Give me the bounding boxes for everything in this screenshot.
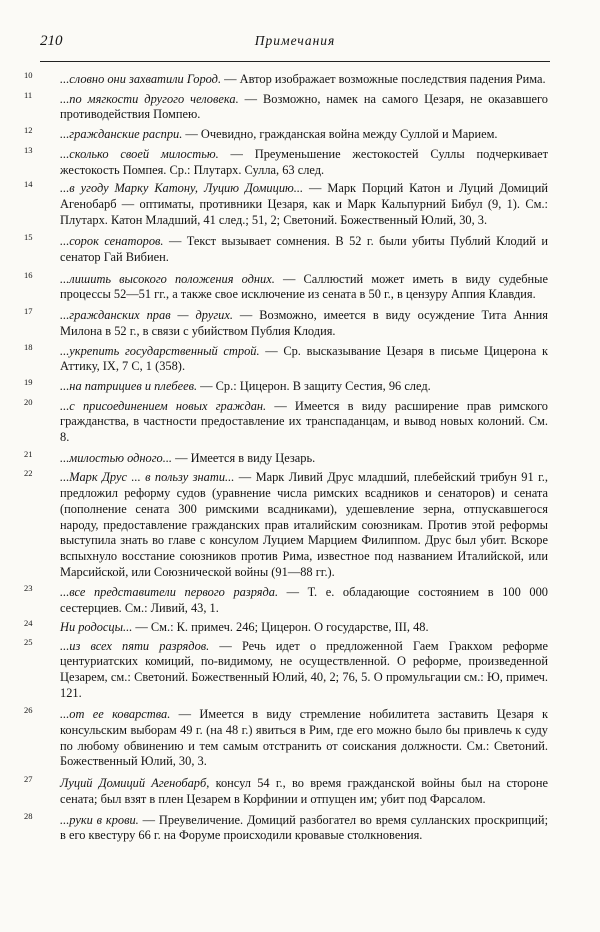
- note-text: — Т. е. обладающие состоянием в 100 000 сестерциев. См.: Ливий, 43, 1.: [60, 585, 548, 616]
- note-lemma: Луций Домиций Агенобарб,: [60, 776, 210, 791]
- note-lemma: ...сорок сенаторов.: [60, 234, 164, 249]
- note-19: [24, 376, 548, 395]
- note-number: 12: [24, 125, 33, 136]
- note-28: [24, 810, 549, 844]
- page-header: [40, 0, 548, 57]
- note-number: 19: [24, 376, 33, 387]
- note-text: — Речь идет о предложенной Гаем Гракхом реформе центуриатских комиций, по-видимому, не осуществленной. О реформе, произведенной Цезарем, см.: Светоний. Божественный Юлий, 40, 2; 76, 5. О промульгации см.: Ю, примеч. 121.: [60, 638, 548, 700]
- note-number: 20: [24, 396, 33, 407]
- note-10: [24, 72, 548, 88]
- note-lemma: ...гражданские распри.: [60, 127, 183, 142]
- note-18: [24, 341, 548, 375]
- note-number: 25: [24, 636, 33, 647]
- note-lemma: ...руки в крови.: [60, 812, 139, 827]
- note-number: 16: [24, 269, 33, 280]
- note-number: 10: [24, 70, 33, 80]
- note-26: [24, 707, 548, 770]
- note-number: 27: [24, 774, 33, 785]
- note-15: [24, 234, 548, 265]
- header-rule: [40, 61, 550, 62]
- note-number: 23: [24, 583, 33, 594]
- note-text: — Марк Порций Катон и Луций Домиций Агенобарб — оптиматы, противники Цезаря, как и Марк Кальпурний Бибул (9, 1). См.: Плутарх. Катон Младший, 41 след.; 51, 2; Светоний. Божественный Юлий, 30, 3.: [60, 181, 548, 227]
- note-lemma: ...словно они захватили Город.: [60, 72, 222, 86]
- note-24: [24, 617, 548, 636]
- note-text: — Очевидно, гражданская война между Суллой и Марием.: [182, 127, 498, 142]
- note-number: 21: [24, 448, 33, 459]
- note-text: — См.: К. примеч. 246; Цицерон. О государстве, III, 48.: [132, 619, 429, 634]
- running-head: Примечания: [254, 33, 336, 48]
- note-20: [24, 396, 548, 446]
- note-text: — Саллюстий может иметь в виду судебные процессы 52—51 гг., а также свое исключение из сената в 50 г., в цензуру Аппия Клавдия.: [60, 271, 549, 302]
- note-number: 11: [24, 89, 33, 100]
- note-number: 22: [24, 468, 33, 479]
- note-number: 17: [24, 306, 33, 317]
- note-lemma: Ни родосцы...: [60, 619, 133, 634]
- note-lemma: ...Марк Друс ... в пользу знати...: [60, 470, 235, 485]
- note-number: 15: [24, 232, 33, 243]
- note-23: [24, 585, 548, 616]
- note-lemma: ...в угоду Марку Катону, Луцию Домицию...: [60, 181, 304, 196]
- note-12: [24, 127, 548, 143]
- note-22: [24, 470, 548, 580]
- note-number: 26: [24, 705, 33, 716]
- note-text: — Ср.: Цицерон. В защиту Сестия, 96 след.: [197, 378, 431, 393]
- note-number: 13: [24, 144, 33, 155]
- note-lemma: ...гражданских прав — других.: [60, 308, 233, 323]
- page-number: 210: [40, 33, 63, 49]
- note-25: [24, 636, 548, 702]
- note-text: — Преувеличение. Домиций разбогател во время сулланских проскрипций; в его квестуру 66 г. на Форуме происходили кровавые столкновения.: [60, 812, 549, 843]
- note-lemma: ...все представители первого разряда.: [60, 585, 279, 600]
- note-text: — Имеется в виду Цезарь.: [172, 450, 316, 465]
- note-lemma: ...из всех пяти разрядов.: [60, 638, 210, 653]
- notes-list: [24, 72, 548, 844]
- note-text: — Возможно, намек на самого Цезаря, не оказавшего противодействия Помпею.: [60, 91, 548, 122]
- note-lemma: ...милостью одного...: [60, 450, 173, 465]
- note-16: [24, 269, 549, 303]
- note-text: — Преуменьшение жестокостей Суллы подчеркивает жестокость Помпея. Ср.: Плутарх. Сулла, 63 след.: [60, 146, 548, 177]
- note-text: — Ср. высказывание Цезаря в письме Цицерона к Аттику, IX, 7 С, 1 (358).: [60, 343, 548, 374]
- note-lemma: ...с присоединением новых граждан.: [60, 398, 267, 413]
- note-text: — Возможно, имеется в виду осуждение Тита Анния Милона в 52 г., в связи с убийством Публия Клодия.: [60, 308, 548, 338]
- note-21: [24, 448, 548, 467]
- note-number: 14: [24, 179, 33, 190]
- note-lemma: ...сколько своей милостью.: [60, 146, 219, 161]
- note-text: — Имеется в виду стремление нобилитета заставить Цезаря к консульским выборам 49 г. (на 48 г.) явиться в Рим, где его можно было бы привлечь к суду по любому обвинению и тем самым отстранить от соискания должности. См.: Светоний. Божественный Юлий, 30, 3.: [60, 707, 549, 769]
- note-27: [24, 776, 548, 807]
- note-text: — Автор изображает возможные последствия падения Рима.: [221, 72, 546, 86]
- note-11: [24, 89, 548, 123]
- note-17: [24, 308, 548, 339]
- note-13: [24, 144, 548, 178]
- note-text: консул 54 г., во время гражданской войны был на стороне сената; был взят в плен Цезарем в Корфинии и отпущен им; убит под Фарсалом.: [60, 776, 548, 806]
- note-number: 24: [24, 617, 33, 628]
- note-number: 28: [24, 810, 33, 821]
- note-text: — Текст вызывает сомнения. В 52 г. были убиты Публий Клодий и сенатор Гай Вибиен.: [60, 234, 548, 265]
- note-text: — Марк Ливий Друс младший, плебейский трибун 91 г., предложил реформу судов (уравнение числа римских всадников и сенаторов) и сената (пополнение сената 300 римскими всадниками), удешевление зерна, отпускавшегося народу, предоставление гражданских прав италийским союзникам. Против этой реформы выступила знать во главе с консулом Луцием Марцием Филиппом. Друс был убит. Вскоре вспыхнуло восстание союзников против Рима, известное под названием Италийской, или Марсийской, или Союзнической войны (91—88 гг.).: [60, 470, 549, 579]
- note-lemma: ...от ее коварства.: [60, 707, 171, 722]
- note-lemma: ...на патрициев и плебеев.: [60, 378, 198, 393]
- note-lemma: ...укрепить государственный строй.: [60, 343, 260, 358]
- note-lemma: ...по мягкости другого человека.: [60, 91, 239, 106]
- note-text: — Имеется в виду расширение прав римского гражданства, в частности предоставление их транспаданцам, и вывод новых колоний. См. 8.: [60, 398, 548, 445]
- note-number: 18: [24, 341, 33, 352]
- note-lemma: ...лишить высокого положения одних.: [60, 271, 275, 286]
- note-14: [24, 181, 548, 228]
